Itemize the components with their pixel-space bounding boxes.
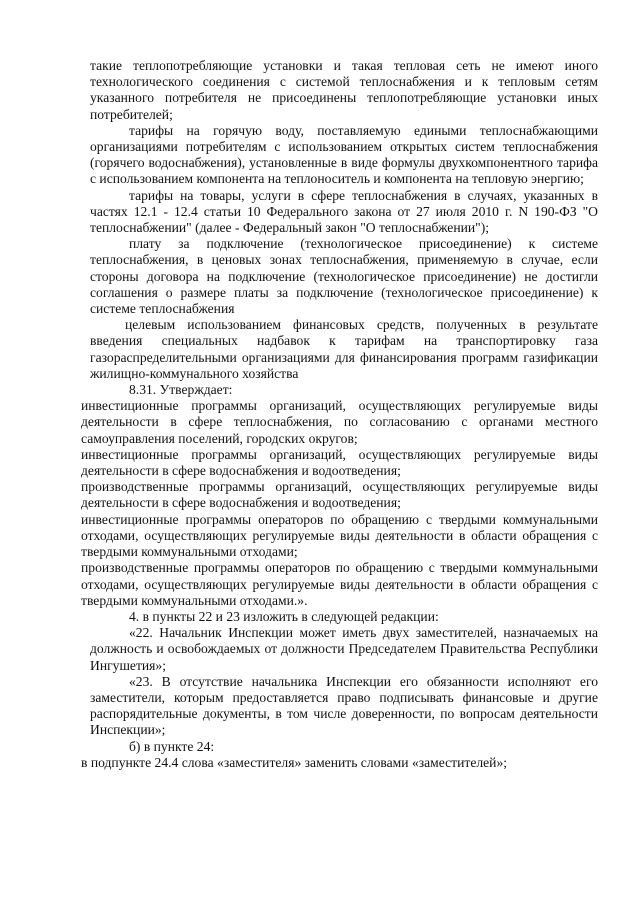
paragraph-1: такие теплопотребляющие установки и такая тепловая сеть не имеют иного технологического соединения с системой теплоснабжения и к тепловым сетям указанного потребителя не присоединены теплопотребляющие установки иных потребителей; (90, 58, 598, 122)
paragraph-12: 4. в пункты 22 и 23 изложить в следующей редакции: (129, 608, 439, 624)
paragraph-11: производственные программы операторов по обращению с твердыми коммунальными отходами, осуществляющих регулируемые виды деятельности в области обращения с твердыми коммунальными отходами.». (81, 560, 598, 608)
paragraph-4: плату за подключение (технологическое присоединение) к системе теплоснабжения, в ценовых зонах теплоснабжения, применяемую в случае, если стороны договора на подключение (технологическое присоединение) не достигли соглашения о размере платы за подключение (технологическое присоединение) к системе теплоснабжения (90, 236, 598, 317)
paragraph-16: в подпункте 24.4 слова «заместителя» заменить словами «заместителей»; (81, 754, 508, 770)
paragraph-10: инвестиционные программы операторов по обращению с твердыми коммунальными отходами, осуществляющих регулируемые виды деятельности в области обращения с твердыми коммунальными отходами; (81, 511, 598, 560)
paragraph-13: «22. Начальник Инспекции может иметь двух заместителей, назначаемых на должность и освобождаемых от должности Председателем Правительства Республики Ингушетия»; (90, 625, 598, 673)
paragraph-15: б) в пункте 24: (129, 738, 215, 754)
paragraph-8: инвестиционные программы организаций, осуществляющих регулируемые виды деятельности в сфере водоснабжения и водоотведения; (81, 446, 598, 479)
paragraph-9: производственные программы организаций, осуществляющих регулируемые виды деятельности в сфере водоснабжения и водоотведения; (81, 479, 598, 511)
paragraph-2: тарифы на горячую воду, поставляемую едиными теплоснабжающими организациями потребителям с использованием открытых систем теплоснабжения (горячего водоснабжения), установленные в виде формулы двухкомпонентного тарифа с использованием компонента на теплоноситель и компонента на тепловую энергию; (90, 122, 598, 187)
paragraph-7: инвестиционные программы организаций, осуществляющих регулируемые виды деятельности в сфере теплоснабжения, по согласованию с органами местного самоуправления поселений, городских округов; (81, 398, 598, 446)
paragraph-5: целевым использованием финансовых средств, полученных в результате введения специальных надбавок к тарифам на транспортировку газа газораспределительными организациями для финансирования программ газификации жилищно-коммунального хозяйства (90, 317, 598, 381)
paragraph-14: «23. В отсутствие начальника Инспекции его обязанности исполняют его заместители, которым предоставляется право подписывать финансовые и другие распорядительные документы, в том числе доверенности, по вопросам деятельности Инспекции»; (90, 673, 598, 738)
paragraph-3: тарифы на товары, услуги в сфере теплоснабжения в случаях, указанных в частях 12.1 - 12.4 статьи 10 Федерального закона от 27 июля 2010 г. N 190-ФЗ "О теплоснабжении" (далее - Федеральный закон "О теплоснабжении"); (90, 187, 598, 236)
paragraph-6: 8.31. Утверждает: (129, 382, 233, 398)
